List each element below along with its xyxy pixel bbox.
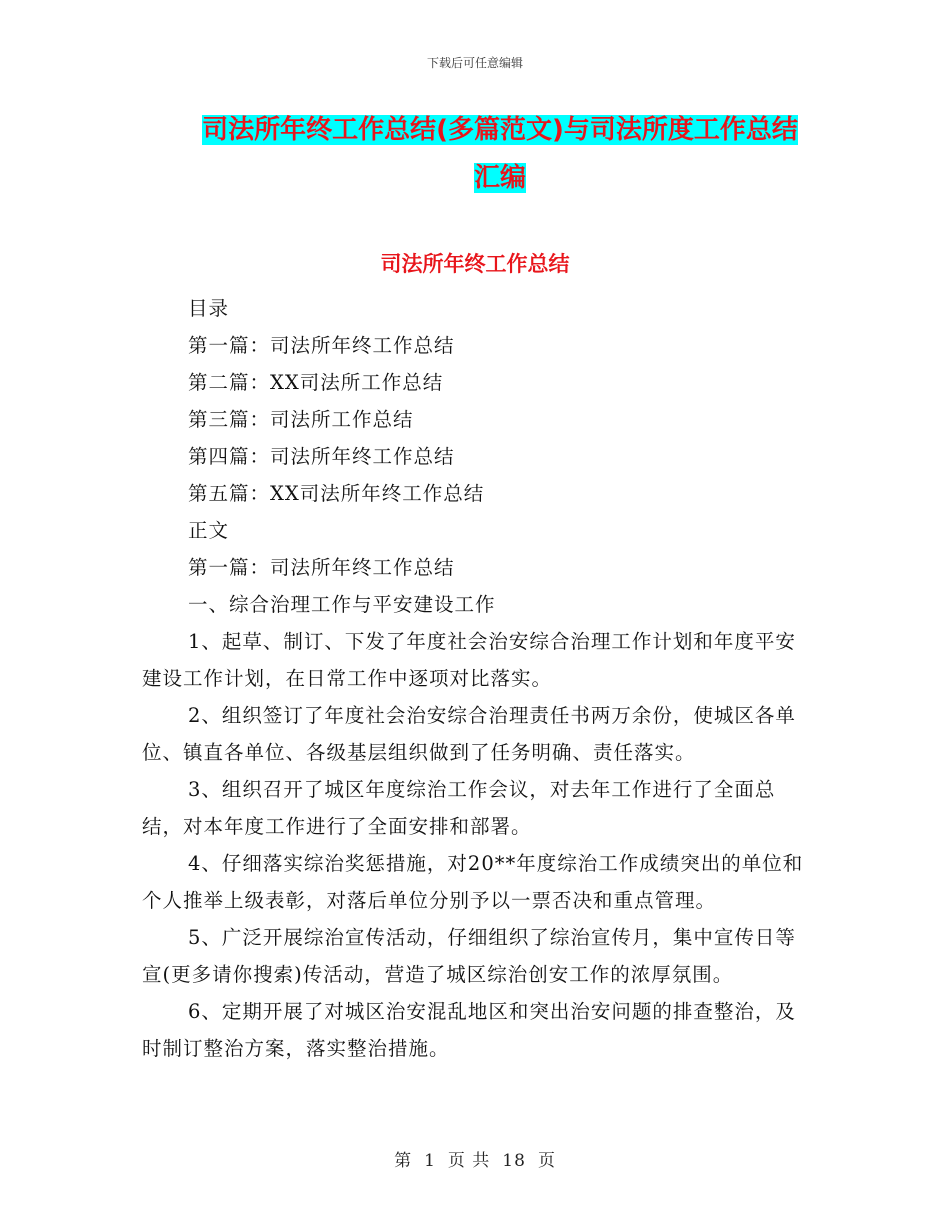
footer-middle: 页 共 (447, 1151, 491, 1171)
footer-page-number: 1 (424, 1151, 436, 1171)
toc-heading: 目录 (188, 297, 230, 320)
subsection-heading: 一、综合治理工作与平安建设工作 (188, 593, 496, 616)
page-footer (0, 1146, 950, 1171)
paragraph-1: 1、起草、制订、下发了年度社会治安综合治理工作计划和年度平安建设工作计划，在日常工作中逐项对比落实。 (142, 630, 796, 690)
toc-item-1: 第一篇：司法所年终工作总结 (188, 334, 455, 357)
document-title-line2: 汇编 (473, 163, 526, 193)
footer-prefix: 第 (394, 1151, 413, 1171)
paragraph-6: 6、定期开展了对城区治安混乱地区和突出治安问题的排查整治，及时制订整治方案，落实整治措施。 (142, 1000, 796, 1060)
footer-total-pages: 18 (502, 1151, 526, 1171)
section-title: 司法所年终工作总结 (380, 252, 570, 276)
toc-item-3: 第三篇：司法所工作总结 (188, 408, 414, 431)
paragraph-5: 5、广泛开展综治宣传活动，仔细组织了综治宣传月，集中宣传日等宣(更多请你搜索)传活动，营造了城区综治创安工作的浓厚氛围。 (142, 926, 796, 986)
toc-item-2: 第二篇：XX司法所工作总结 (188, 371, 444, 394)
document-title-line1: 司法所年终工作总结(多篇范文)与司法所度工作总结 (202, 115, 798, 145)
header-note: 下载后可任意编辑 (426, 56, 523, 70)
footer-suffix: 页 (537, 1151, 556, 1171)
document-body (142, 290, 814, 1067)
toc-item-5: 第五篇：XX司法所年终工作总结 (188, 482, 485, 505)
body-heading: 正文 (188, 519, 230, 542)
toc-item-4: 第四篇：司法所年终工作总结 (188, 445, 455, 468)
paragraph-3: 3、组织召开了城区年度综治工作会议，对去年工作进行了全面总结，对本年度工作进行了全面安排和部署。 (142, 778, 776, 838)
paragraph-2: 2、组织签订了年度社会治安综合治理责任书两万余份，使城区各单位、镇直各单位、各级基层组织做到了任务明确、责任落实。 (142, 704, 796, 764)
article-heading: 第一篇：司法所年终工作总结 (188, 556, 455, 579)
document-title (140, 106, 860, 202)
paragraph-4: 4、仔细落实综治奖惩措施，对20**年度综治工作成绩突出的单位和个人推举上级表彰，对落后单位分别予以一票否决和重点管理。 (142, 852, 804, 912)
